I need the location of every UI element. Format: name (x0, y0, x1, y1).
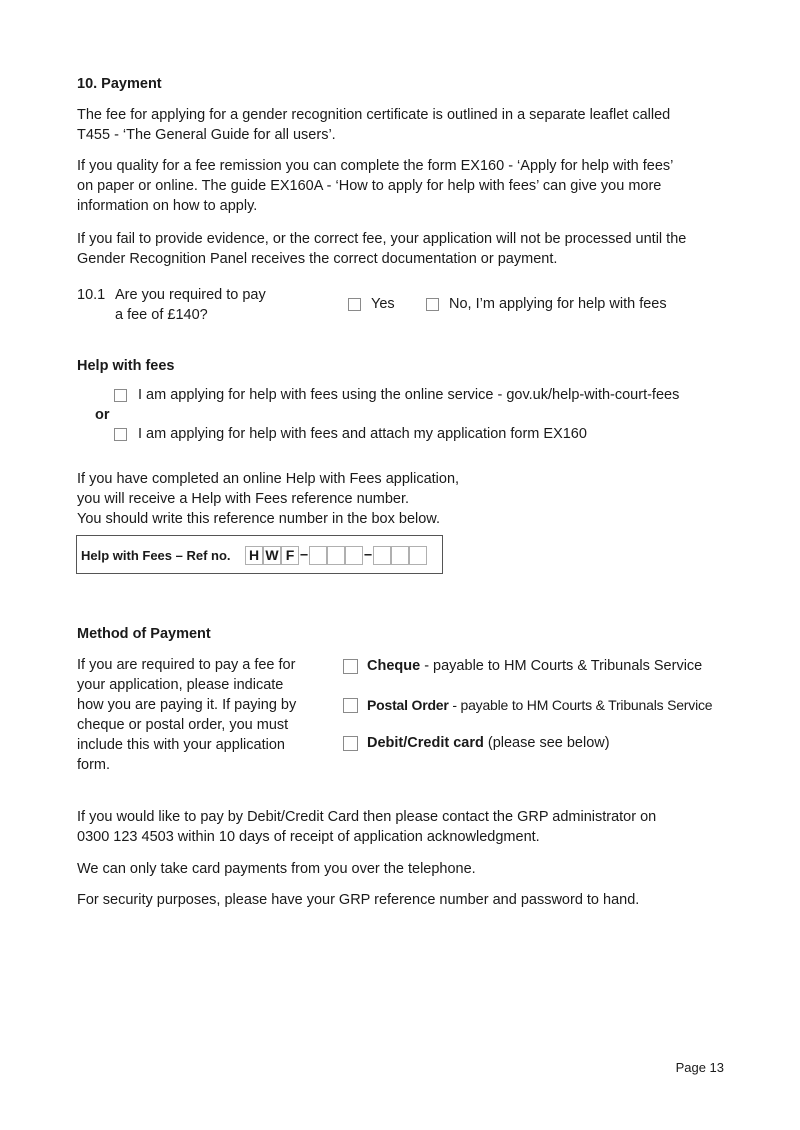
ref-digit-cell[interactable] (373, 546, 391, 565)
intro-paragraph-2 (77, 156, 737, 216)
text-line: how you are paying it. If paying by (77, 697, 297, 713)
cheque-checkbox[interactable] (343, 659, 358, 674)
postal-order-label-rest: - payable to HM Courts & Tribunals Service (448, 697, 713, 713)
text-line: you will receive a Help with Fees reference number. (77, 491, 410, 507)
text-line: include this with your application (77, 737, 285, 753)
card-info-paragraph-1 (77, 807, 737, 847)
question-number: 10.1 (77, 287, 106, 303)
cheque-label (367, 656, 702, 676)
or-label: or (95, 407, 110, 423)
help-ref-box (76, 535, 443, 574)
postal-order-option[interactable] (343, 695, 712, 715)
text-line: If you would like to pay by Debit/Credit Card then please contact the GRP administrator on (77, 809, 657, 825)
text-line: information on how to apply. (77, 198, 258, 214)
text-line: If you are required to pay a fee for (77, 657, 296, 673)
text-line: on paper or online. The guide EX160A - ‘How to apply for help with fees’ can give you more (77, 178, 662, 194)
text-line: If you have completed an online Help with Fees application, (77, 471, 460, 487)
ref-prefix-cell: F (281, 546, 299, 565)
card-label-bold: Debit/Credit card (367, 735, 484, 751)
paper-form-label: I am applying for help with fees and attach my application form EX160 (138, 426, 587, 442)
text-line: Gender Recognition Panel receives the correct documentation or payment. (77, 251, 558, 267)
text-line: The fee for applying for a gender recognition certificate is outlined in a separate leaflet called (77, 107, 671, 123)
help-with-fees-title: Help with fees (77, 358, 175, 374)
card-info-paragraph-2: We can only take card payments from you over the telephone. (77, 861, 476, 877)
question-text (115, 285, 315, 325)
ref-dash: – (299, 547, 309, 564)
no-help-option[interactable] (426, 294, 667, 314)
cheque-label-rest: - payable to HM Courts & Tribunals Service (420, 658, 703, 674)
method-description (77, 655, 327, 775)
online-service-label: I am applying for help with fees using the online service - gov.uk/help-with-court-fees (138, 387, 680, 403)
card-option[interactable] (343, 733, 610, 753)
card-label-rest: (please see below) (483, 735, 610, 751)
help-ref-label: Help with Fees – Ref no. (81, 548, 231, 563)
section-title: 10. Payment (77, 76, 162, 92)
text-line: You should write this reference number in the box below. (77, 511, 440, 527)
ref-prefix-cell: H (245, 546, 263, 565)
text-line: form. (77, 757, 111, 773)
text-line: T455 - ‘The General Guide for all users’. (77, 127, 336, 143)
ref-dash: – (363, 547, 373, 564)
page-number: Page 13 (675, 1060, 724, 1075)
text-line: If you quality for a fee remission you can complete the form EX160 - ‘Apply for help with fees’ (77, 158, 674, 174)
yes-label: Yes (371, 296, 395, 312)
text-line: cheque or postal order, you must (77, 717, 289, 733)
text-line: a fee of £140? (115, 307, 208, 323)
cheque-label-bold: Cheque (367, 658, 421, 674)
ref-prefix-cell: W (263, 546, 281, 565)
text-line: Are you required to pay (115, 287, 266, 303)
help-info-paragraph (77, 469, 737, 529)
text-line: 0300 123 4503 within 10 days of receipt of application acknowledgment. (77, 829, 540, 845)
text-line: your application, please indicate (77, 677, 284, 693)
card-checkbox[interactable] (343, 736, 358, 751)
postal-order-label-bold: Postal Order (367, 697, 449, 713)
ref-digit-cell[interactable] (327, 546, 345, 565)
card-info-paragraph-3: For security purposes, please have your GRP reference number and password to hand. (77, 892, 640, 908)
postal-order-checkbox[interactable] (343, 698, 358, 713)
no-help-label: No, I’m applying for help with fees (449, 296, 667, 312)
yes-checkbox[interactable] (348, 298, 361, 311)
yes-option[interactable] (348, 294, 395, 314)
paper-form-option[interactable] (114, 424, 587, 444)
no-help-checkbox[interactable] (426, 298, 439, 311)
text-line: If you fail to provide evidence, or the correct fee, your application will not be processed until the (77, 231, 687, 247)
intro-paragraph-3 (77, 229, 737, 269)
intro-paragraph-1 (77, 105, 737, 145)
paper-form-checkbox[interactable] (114, 428, 127, 441)
card-label (367, 733, 610, 753)
cheque-option[interactable] (343, 656, 702, 676)
ref-digit-cell[interactable] (309, 546, 327, 565)
method-of-payment-title: Method of Payment (77, 626, 211, 642)
postal-order-label (367, 695, 712, 715)
help-ref-field[interactable] (245, 545, 427, 565)
ref-digit-cell[interactable] (391, 546, 409, 565)
ref-digit-cell[interactable] (409, 546, 427, 565)
online-service-checkbox[interactable] (114, 389, 127, 402)
ref-digit-cell[interactable] (345, 546, 363, 565)
online-service-option[interactable] (114, 385, 679, 405)
